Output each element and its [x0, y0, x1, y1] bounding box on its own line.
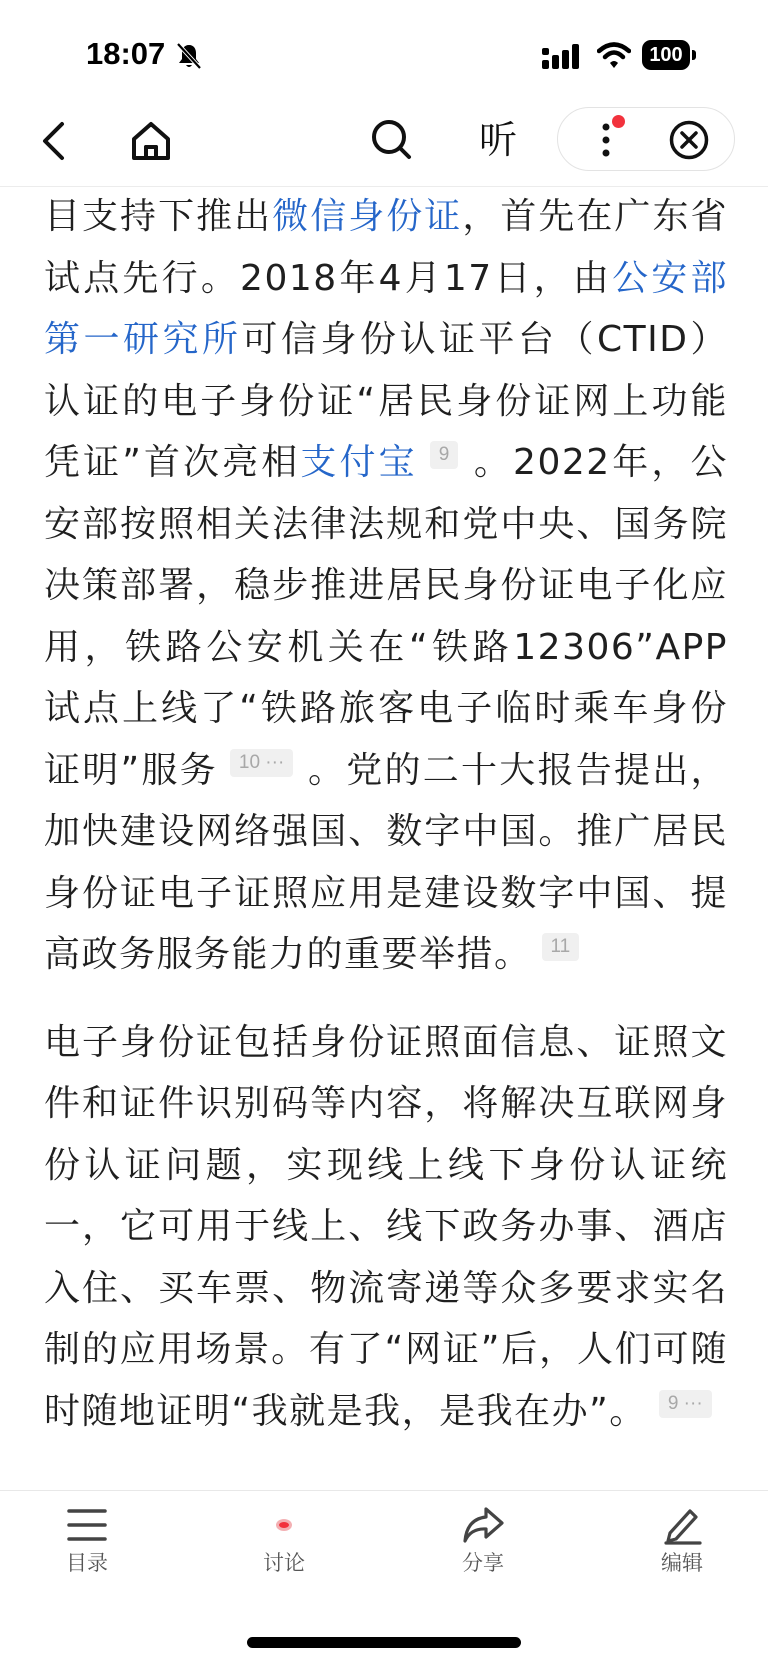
- close-icon[interactable]: [668, 119, 710, 161]
- text-segment: ，首先在广东省试点先行。2018年4月17日，由: [44, 196, 728, 299]
- text-segment: 。党的二十大报告提出，加快建设网络强国、数字中国。推广居民身份证电子证照应用是建设数字中国、提高政务服务能力的重要举措。: [44, 749, 728, 975]
- battery-icon: [642, 40, 696, 70]
- home-indicator[interactable]: [247, 1637, 521, 1648]
- link-mps-first-institute[interactable]: 公安部第一研究所: [44, 257, 728, 360]
- signal-icon: [542, 44, 584, 70]
- bell-muted-icon: [176, 42, 202, 70]
- text-segment: 电子身份证包括身份证照面信息、证照文件和证件识别码等内容，将解决互联网身份认证问题，实现线上线下身份认证统一，它可用于线上、线下政务办事、酒店入住、买车票、物流寄递等众多要求实名制的应用场景。有了“网证”后，人们可随时随地证明“我就是我，是我在办”。: [44, 1021, 728, 1432]
- home-icon[interactable]: [128, 118, 174, 164]
- reference-badge[interactable]: 10 ···: [230, 749, 293, 777]
- reference-badge[interactable]: 9 ···: [659, 1390, 712, 1418]
- share-icon: [461, 1505, 505, 1545]
- article-content: [44, 186, 728, 1490]
- status-time: 18:07: [86, 36, 166, 71]
- edit-icon: [660, 1505, 704, 1545]
- reference-badge[interactable]: 11: [542, 933, 580, 961]
- status-bar: [0, 0, 768, 100]
- wifi-icon: [597, 41, 631, 69]
- discuss-label: 讨论: [263, 1551, 305, 1575]
- more-icon[interactable]: [596, 121, 616, 159]
- chat-icon: [262, 1505, 306, 1545]
- link-alipay[interactable]: 支付宝: [300, 442, 418, 483]
- link-wechat-id[interactable]: 微信身份证: [272, 196, 463, 237]
- text-segment: 目支持下推出: [44, 196, 273, 237]
- menu-capsule: [557, 107, 735, 171]
- edit-tab[interactable]: [627, 1505, 737, 1605]
- search-icon[interactable]: [368, 116, 414, 162]
- article-paragraph-2: [44, 1012, 728, 1443]
- edit-label: 编辑: [661, 1551, 703, 1575]
- top-nav: [0, 100, 768, 187]
- toc-label: 目录: [66, 1551, 108, 1575]
- article-paragraph-1: [44, 186, 728, 986]
- listen-button[interactable]: 听: [478, 118, 517, 162]
- notification-dot: [612, 115, 625, 128]
- battery-level: 100: [642, 40, 690, 70]
- toc-tab[interactable]: [32, 1505, 142, 1605]
- share-label: 分享: [462, 1551, 504, 1575]
- share-tab[interactable]: [428, 1505, 538, 1605]
- text-segment: 可信身份认证平台（CTID）认证的电子身份证“居民身份证网上功能凭证”首次亮相: [44, 319, 728, 483]
- back-icon[interactable]: [36, 118, 72, 164]
- reference-badge[interactable]: 9: [430, 441, 459, 469]
- text-segment: 。2022年，公安部按照相关法律法规和党中央、国务院决策部署，稳步推进居民身份证电子化应用，铁路公安机关在“铁路12306”APP试点上线了“铁路旅客电子临时乘车身份证明”服务: [44, 442, 728, 791]
- discuss-tab[interactable]: [229, 1505, 339, 1605]
- list-icon: [65, 1505, 109, 1545]
- bottom-toolbar: [0, 1490, 768, 1664]
